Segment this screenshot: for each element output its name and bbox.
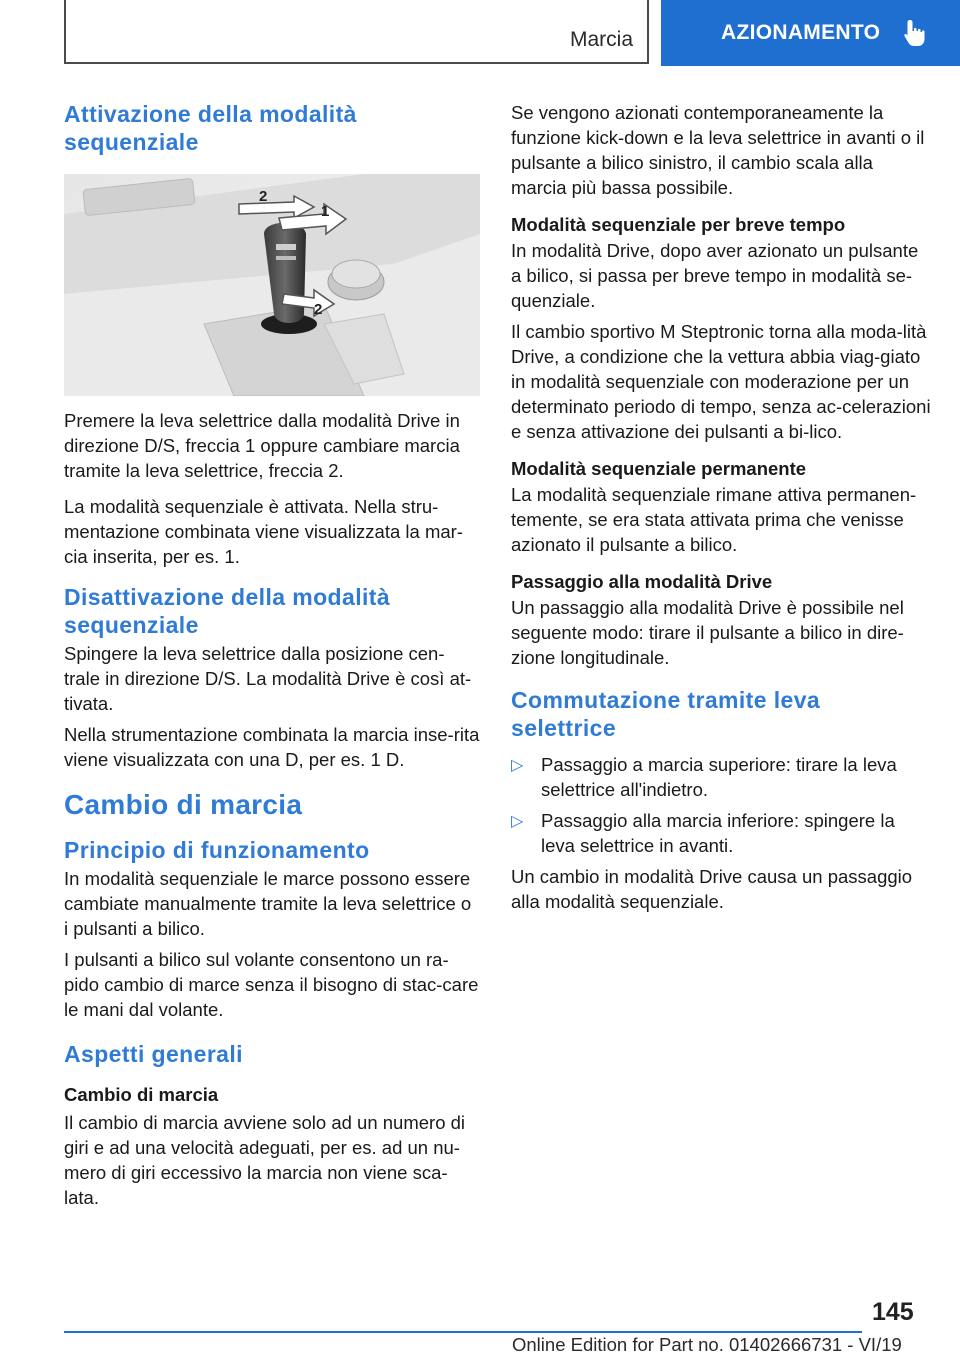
header-section-label: AZIONAMENTO (721, 21, 881, 44)
list-item-text: Passaggio a marcia superiore: tirare la leva selettrice all'indietro. (541, 754, 897, 800)
heading-gearchange: Cambio di marcia (64, 789, 303, 820)
right-column (511, 100, 931, 914)
heading-switch: Commutazione tramite leva selettrice (511, 687, 821, 741)
arrow-label: 2 (259, 188, 268, 205)
paragraph: La modalità sequenziale rimane attiva permanen-temente, se era stata attivata prima che venisse azionato il pulsante a bilico. (511, 484, 917, 555)
paragraph: Premere la leva selettrice dalla modalità Drive in direzione D/S, freccia 1 oppure cambiare marcia tramite la leva selettrice, freccia 2. (64, 410, 460, 481)
arrow-label: 2 (314, 301, 323, 318)
heading-principle: Principio di funzionamento (64, 837, 370, 863)
paragraph: In modalità sequenziale le marce possono essere cambiate manualmente tramite la leva selettrice o i pulsanti a bilico. (64, 868, 472, 939)
paragraph: Se vengono azionati contemporaneamente la funzione kick-down e la leva selettrice in avanti o il pulsante a bilico sinistro, il cambio scala alla marcia più bassa possibile. (511, 102, 925, 198)
arrow-label: 1 (321, 203, 330, 220)
page-number: 145 (872, 1298, 914, 1326)
paragraph: Nella strumentazione combinata la marcia inse-rita viene visualizzata con una D, per es. 1 D. (64, 724, 480, 770)
hand-pointer-icon (902, 18, 928, 48)
footer-divider (64, 1331, 862, 1333)
triangle-bullet-icon: ▷ (511, 813, 524, 830)
triangle-bullet-icon: ▷ (511, 757, 524, 774)
left-column (64, 100, 480, 1210)
gear-selector-illustration (64, 174, 480, 396)
header-section-tab (661, 0, 960, 66)
heading-deactivation: Disattivazione della modalità sequenziale (64, 584, 391, 638)
subheading-passage: Passaggio alla modalità Drive (511, 571, 773, 592)
subheading-gearchange: Cambio di marcia (64, 1084, 219, 1105)
paragraph: La modalità sequenziale è attivata. Nella stru-mentazione combinata viene visualizzata la mar-cia inserita, per es. 1. (64, 496, 463, 567)
paragraph: Un cambio in modalità Drive causa un passaggio alla modalità sequenziale. (511, 866, 913, 912)
header-chapter-box (64, 0, 649, 64)
subheading-permanent: Modalità sequenziale permanente (511, 458, 807, 479)
paragraph: Il cambio sportivo M Steptronic torna alla moda-lità Drive, a condizione che la vettura abbia viag-giato in modalità sequenziale con moderazione per un determinato periodo di tempo, senza ac-celerazioni e senza attivazione dei pulsanti a bi-lico. (511, 321, 931, 442)
header-chapter: Marcia (569, 28, 633, 51)
heading-activation: Attivazione della modalità sequenziale (64, 101, 357, 155)
paragraph: Un passaggio alla modalità Drive è possibile nel seguente modo: tirare il pulsante a bilico in dire-zione longitudinale. (511, 597, 904, 668)
paragraph: In modalità Drive, dopo aver azionato un pulsante a bilico, si passa per breve tempo in modalità se-quenziale. (511, 240, 919, 311)
list-item (511, 808, 931, 858)
heading-general: Aspetti generali (64, 1041, 243, 1067)
paragraph: Spingere la leva selettrice dalla posizione cen-trale in direzione D/S. La modalità Drive è così at-tivata. (64, 643, 472, 714)
list-item-text: Passaggio alla marcia inferiore: spingere la leva selettrice in avanti. (541, 810, 895, 856)
subheading-short: Modalità sequenziale per breve tempo (511, 214, 846, 235)
list-item (511, 752, 931, 802)
footer-edition: Online Edition for Part no. 01402666731 - VI/19 (512, 1334, 902, 1355)
paragraph: I pulsanti a bilico sul volante consentono un ra-pido cambio di marce senza il bisogno di stac-care le mani dal volante. (64, 949, 479, 1020)
paragraph: Il cambio di marcia avviene solo ad un numero di giri e ad una velocità adeguati, per es. ad un nu-mero di giri eccessivo la marcia non viene sca-lata. (64, 1112, 466, 1208)
gear-selector-figure (64, 174, 480, 396)
